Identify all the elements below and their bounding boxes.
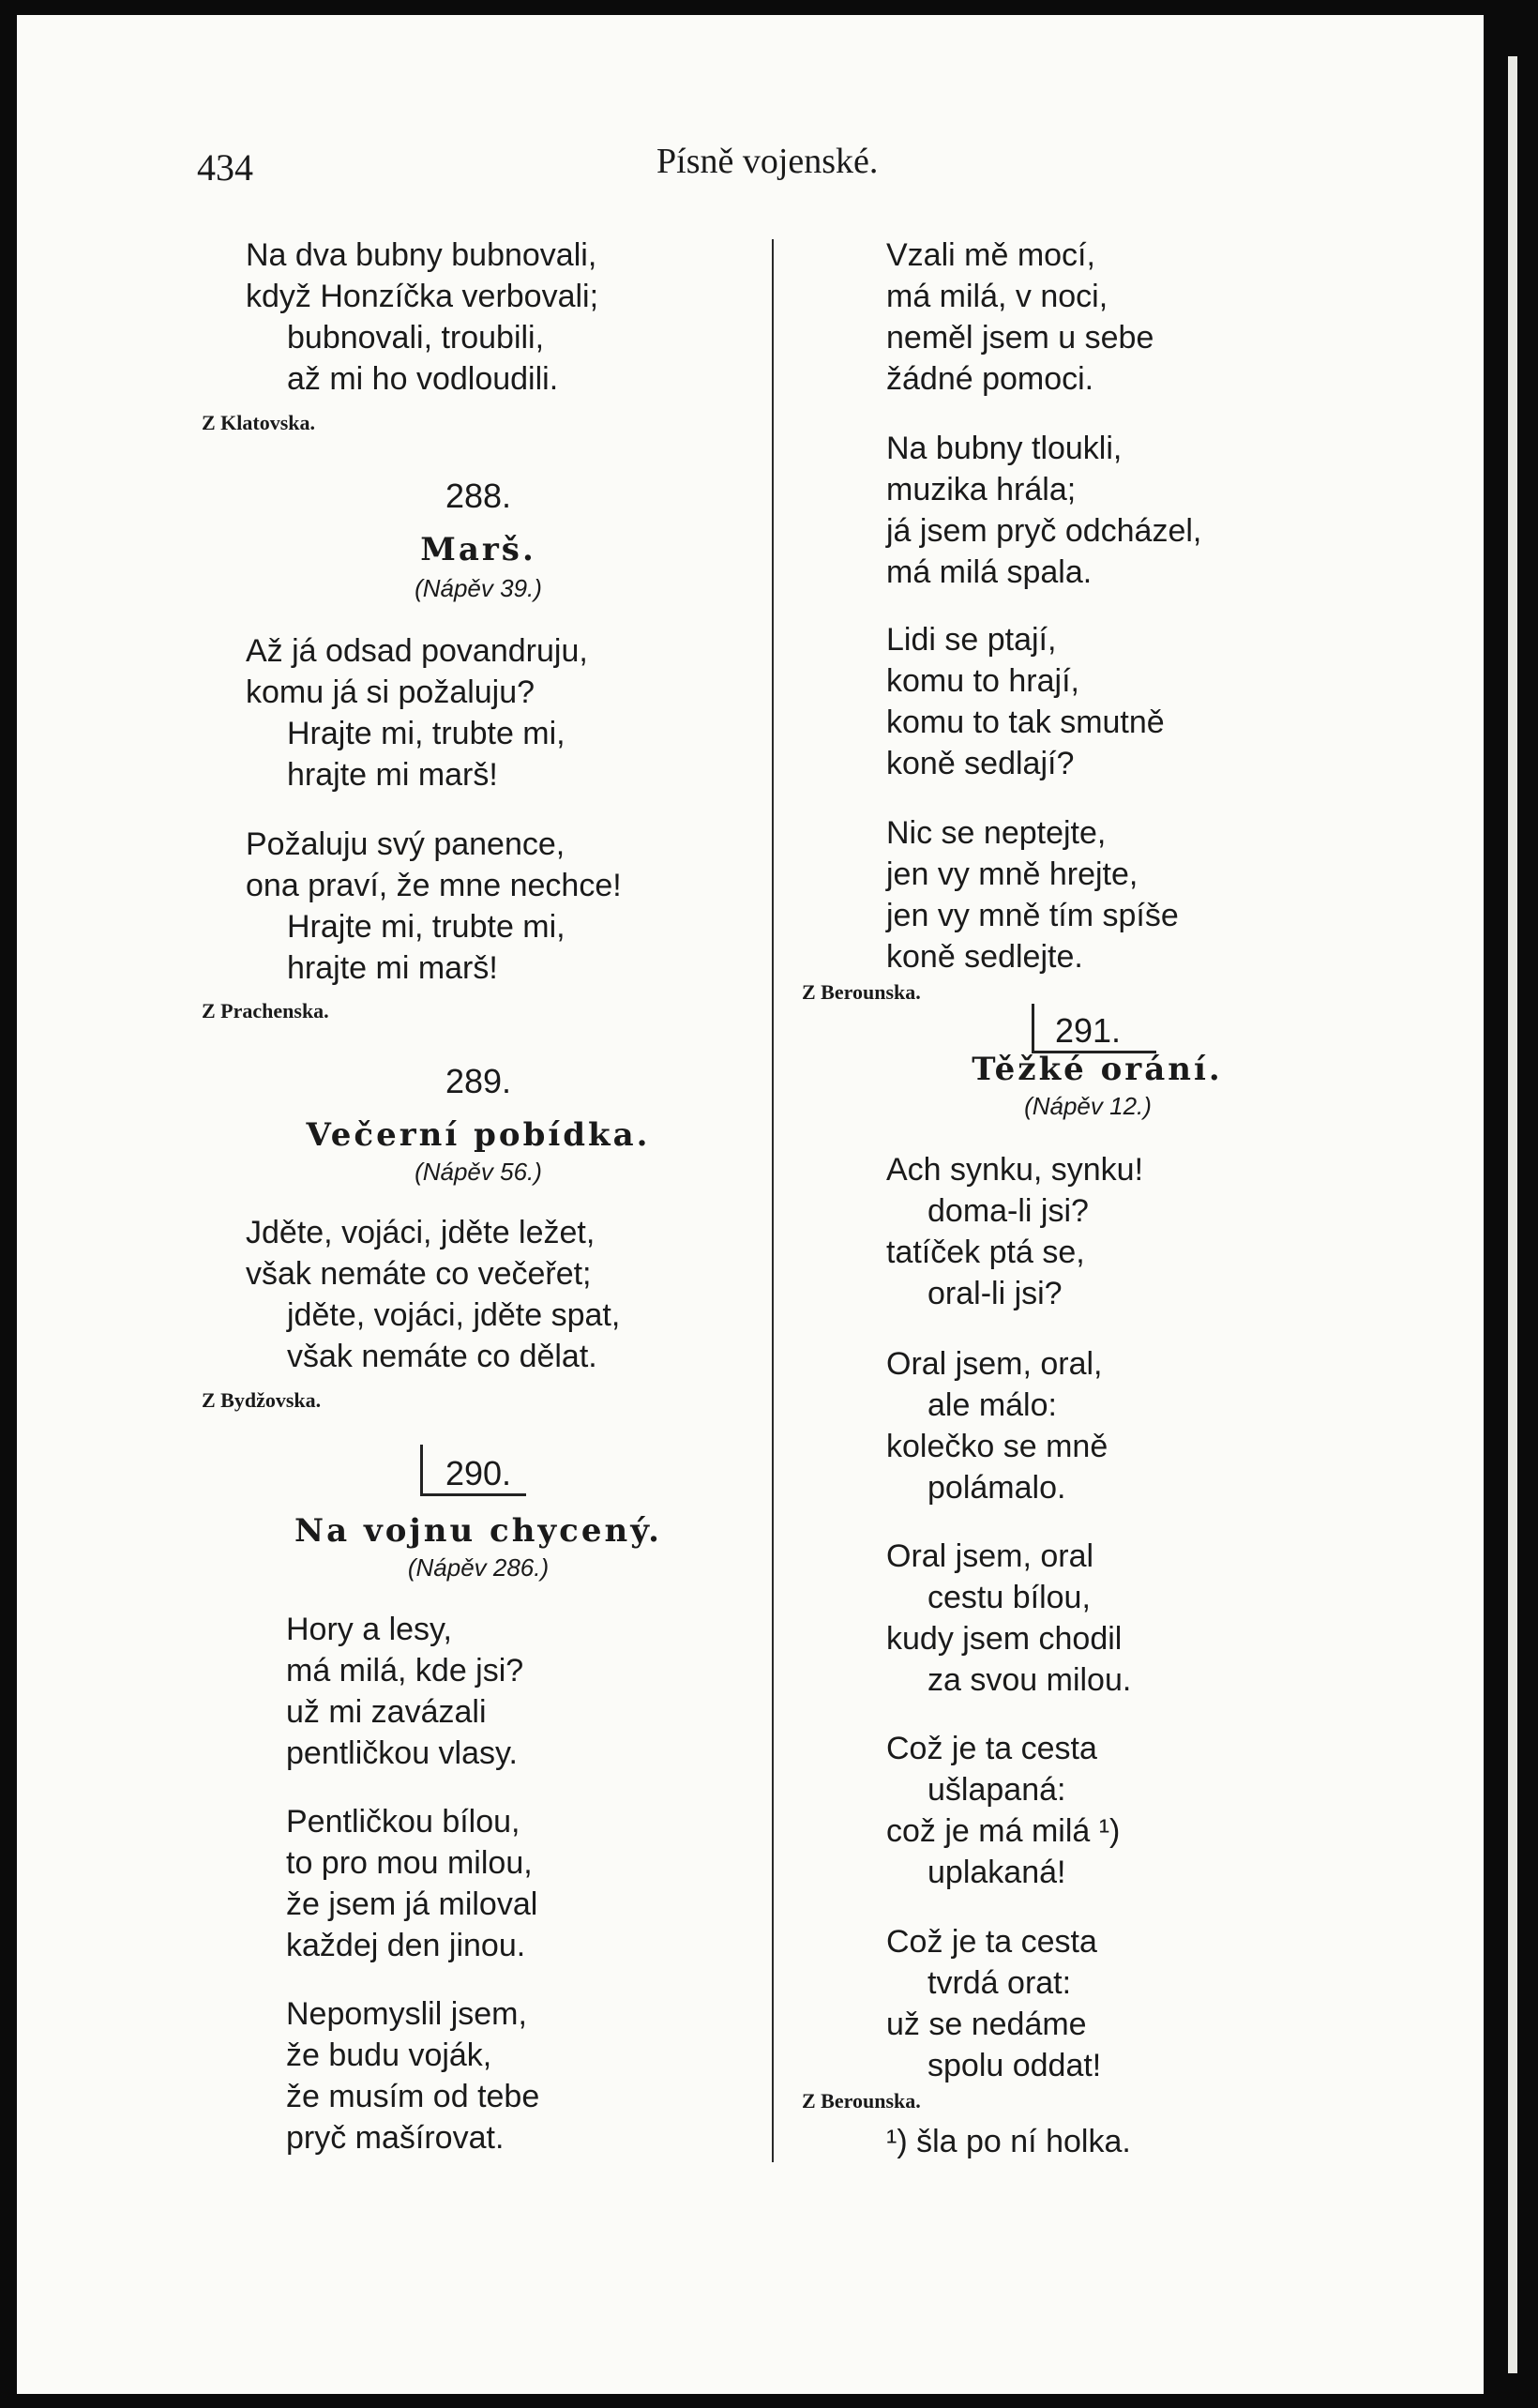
stanza-intro xyxy=(246,235,598,400)
verse-line: Což je ta cesta xyxy=(886,1731,1097,1766)
verse-line: to pro mou milou, xyxy=(286,1845,533,1881)
source-label: Z Prachenska. xyxy=(202,999,329,1022)
verse-line: Požaluju svý panence, xyxy=(246,826,565,862)
stanza xyxy=(286,1801,537,1966)
verse-line: Hory a lesy, xyxy=(286,1612,452,1647)
verse-line: má milá spala. xyxy=(886,554,1093,590)
verse-line: hrajte mi marš! xyxy=(287,757,498,793)
verse-line: muzika hrála; xyxy=(886,472,1077,507)
verse-line: kudy jsem chodil xyxy=(886,1621,1123,1657)
verse-line: doma-li jsi? xyxy=(927,1193,1089,1229)
page-number: 434 xyxy=(197,146,253,189)
verse-line: Nic se neptejte, xyxy=(886,815,1107,851)
stanza xyxy=(886,428,1201,593)
source-label: Z Berounska. xyxy=(802,2089,921,2113)
verse-line: bubnovali, troubili, xyxy=(287,320,545,356)
verse-line: každej den jinou. xyxy=(286,1928,526,1963)
song-number: 289. xyxy=(445,1062,512,1100)
stanza xyxy=(886,235,1154,400)
verse-line: Vzali mě mocí, xyxy=(886,237,1095,273)
tune-reference: (Nápěv 286.) xyxy=(407,1553,550,1582)
tune-reference: (Nápěv 56.) xyxy=(415,1158,542,1186)
stanza xyxy=(886,619,1165,784)
verse-line: že budu voják, xyxy=(286,2037,492,2073)
stanza xyxy=(286,1609,523,1774)
stanza xyxy=(886,812,1179,977)
verse-line: hrajte mi marš! xyxy=(287,950,498,986)
stanza xyxy=(886,1343,1108,1508)
verse-line: ušlapaná: xyxy=(927,1772,1066,1808)
adjacent-page-strip xyxy=(1508,56,1517,2373)
song-title: Večerní pobídka. xyxy=(306,1116,651,1154)
source-label: Z Bydžovska. xyxy=(202,1388,322,1412)
verse-line: Nepomyslil jsem, xyxy=(286,1996,527,2032)
pencil-bracket-mark xyxy=(1032,1004,1156,1053)
verse-line: ona praví, že mne nechce! xyxy=(246,868,622,903)
stanza xyxy=(886,1536,1131,1701)
stanza xyxy=(246,824,622,989)
verse-line: má milá, kde jsi? xyxy=(286,1653,524,1689)
verse-line: pentličkou vlasy. xyxy=(286,1735,518,1771)
verse-line: má milá, v noci, xyxy=(886,279,1108,314)
song-number: 288. xyxy=(445,477,512,515)
stanza xyxy=(886,1921,1101,2086)
verse-line: uplakaná! xyxy=(927,1855,1066,1890)
verse-line: tvrdá orat: xyxy=(927,1965,1072,2001)
column-divider xyxy=(772,239,774,2162)
verse-line: koně sedlají? xyxy=(886,746,1075,781)
verse-line: Na dva bubny bubnovali, xyxy=(246,237,597,273)
verse-line: Hrajte mi, trubte mi, xyxy=(287,909,565,945)
verse-line: koně sedlejte. xyxy=(886,939,1083,975)
stanza xyxy=(886,1149,1143,1314)
stanza xyxy=(286,1993,539,2158)
verse-line: Až já odsad povandruju, xyxy=(246,633,588,669)
verse-line: Ach synku, synku! xyxy=(886,1152,1144,1188)
verse-line: Pentličkou bílou, xyxy=(286,1804,520,1840)
verse-line: jděte, vojáci, jděte spat, xyxy=(287,1297,621,1333)
verse-line: až mi ho vodloudili. xyxy=(287,361,559,397)
verse-line: že jsem já miloval xyxy=(286,1886,538,1922)
verse-line: tatíček ptá se, xyxy=(886,1234,1085,1270)
verse-line: za svou milou. xyxy=(927,1662,1132,1698)
verse-line: už se nedáme xyxy=(886,2007,1087,2042)
verse-line: komu já si požaluju? xyxy=(246,674,535,710)
footnote: ¹) šla po ní holka. xyxy=(886,2124,1131,2159)
verse-line: kolečko se mně xyxy=(886,1429,1108,1464)
pencil-bracket-mark xyxy=(420,1445,526,1496)
song-title: Těžké orání. xyxy=(972,1051,1223,1088)
song-title: Na vojnu chycený. xyxy=(294,1512,662,1550)
song-number: 291. xyxy=(1054,1011,1122,1050)
verse-line: když Honzíčka verbovali; xyxy=(246,279,599,314)
verse-line: Lidi se ptají, xyxy=(886,622,1057,658)
verse-line: komu to tak smutně xyxy=(886,704,1165,740)
verse-line: Oral jsem, oral xyxy=(886,1538,1094,1574)
verse-line: ale málo: xyxy=(927,1387,1057,1423)
verse-line: však nemáte co dělat. xyxy=(287,1339,597,1374)
source-label: Z Berounska. xyxy=(802,980,921,1004)
verse-line: neměl jsem u sebe xyxy=(886,320,1154,356)
running-title: Písně vojenské. xyxy=(656,142,879,181)
song-title: Marš. xyxy=(420,531,536,568)
verse-line: spolu oddat! xyxy=(927,2048,1102,2083)
verse-line: Jděte, vojáci, jděte ležet, xyxy=(246,1215,596,1250)
song-number: 290. xyxy=(445,1454,512,1492)
verse-line: Což je ta cesta xyxy=(886,1924,1097,1960)
verse-line: což je má milá ¹) xyxy=(886,1813,1121,1849)
tune-reference: (Nápěv 39.) xyxy=(415,574,542,602)
verse-line: já jsem pryč odcházel, xyxy=(886,513,1202,549)
verse-line: polámalo. xyxy=(927,1470,1066,1506)
stanza xyxy=(886,1728,1120,1893)
book-page xyxy=(17,15,1484,2394)
verse-line: cestu bílou, xyxy=(927,1580,1091,1615)
verse-line: jen vy mně hrejte, xyxy=(886,856,1138,892)
verse-line: žádné pomoci. xyxy=(886,361,1094,397)
verse-line: že musím od tebe xyxy=(286,2079,540,2114)
verse-line: už mi zavázali xyxy=(286,1694,487,1730)
verse-line: oral-li jsi? xyxy=(927,1276,1063,1311)
verse-line: Na bubny tloukli, xyxy=(886,431,1123,466)
stanza xyxy=(246,1212,620,1377)
verse-line: komu to hrají, xyxy=(886,663,1079,699)
verse-line: jen vy mně tím spíše xyxy=(886,898,1179,933)
tune-reference: (Nápěv 12.) xyxy=(1024,1092,1152,1120)
stanza xyxy=(246,630,588,795)
verse-line: pryč mašírovat. xyxy=(286,2120,505,2156)
source-label: Z Klatovska. xyxy=(202,411,316,434)
verse-line: Oral jsem, oral, xyxy=(886,1346,1103,1382)
verse-line: však nemáte co večeřet; xyxy=(246,1256,592,1292)
verse-line: Hrajte mi, trubte mi, xyxy=(287,716,565,751)
